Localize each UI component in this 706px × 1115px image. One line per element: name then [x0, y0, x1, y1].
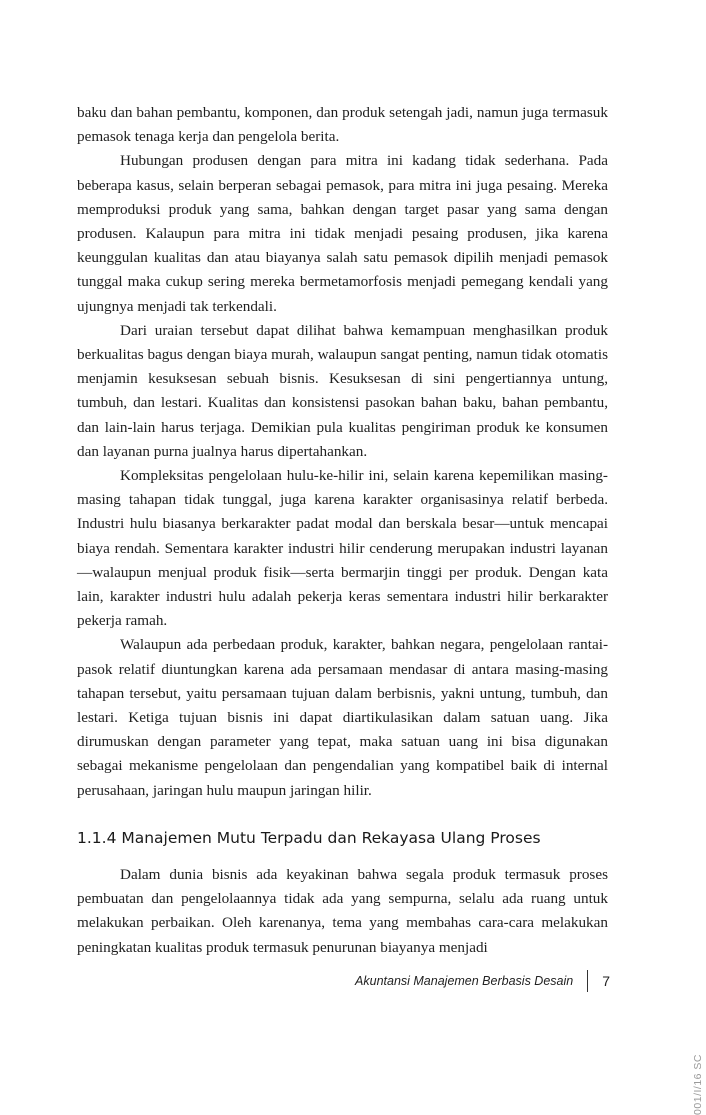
page-number: 7	[602, 973, 610, 989]
page-footer	[355, 969, 610, 993]
paragraph-1: baku dan bahan pembantu, komponen, dan produk setengah jadi, namun juga termasuk pemasok tenaga kerja dan pengelola berita.	[77, 104, 608, 146]
page-body	[77, 101, 608, 960]
footer-book-title: Akuntansi Manajemen Berbasis Desain	[355, 974, 574, 988]
paragraph-4: Kompleksitas pengelolaan hulu-ke-hilir ini, selain karena kepemilikan masing-masing tahapan tidak tunggal, juga karena karakter organisasinya relatif berbeda. Industri hulu biasanya berkarakter padat modal dan berskala besar—untuk mencapai biaya rendah. Sementara karakter industri hilir cenderung merupakan industri layanan—walaupun menjual produk fisik—serta bermarjin tinggi per produk. Dengan kata lain, karakter industri hulu adalah pekerja keras sementara industri hilir berkarakter pekerja ramah.	[77, 467, 608, 630]
paragraph-3: Dari uraian tersebut dapat dilihat bahwa kemampuan menghasilkan produk berkualitas bagus dengan biaya murah, walaupun sangat penting, namun tidak otomatis menjamin kesuksesan sebuah bisnis. Kesuksesan di sini pengertiannya untung, tumbuh, dan lestari. Kualitas dan konsistensi pasokan bahan baku, bahan pembantu, dan lain-lain harus terjaga. Demikian pula kualitas pengiriman produk ke konsumen dan layanan purna jualnya harus dipertahankan.	[77, 321, 608, 460]
paragraph-5: Walaupun ada perbedaan produk, karakter, bahkan negara, pengelolaan rantai-pasok relatif diuntungkan karena ada persamaan mendasar di antara masing-masing tahapan tersebut, yaitu persamaan tujuan dalam berbisnis, yakni untung, tumbuh, dan lestari. Ketiga tujuan bisnis ini dapat diartikulasikan dalam satuan uang. Jika dirumuskan dengan parameter yang tepat, maka satuan uang ini bisa digunakan sebagai mekanisme pengelolaan dan pengendalian yang kompatibel baik di internal perusahaan, jaringan hulu maupun jaringan hilir.	[77, 636, 608, 799]
paragraph-2: Hubungan produsen dengan para mitra ini kadang tidak sederhana. Pada beberapa kasus, selain berperan sebagai pemasok, para mitra ini juga pesaing. Mereka memproduksi produk yang sama, bahkan dengan target pasar yang sama dengan produsen. Kalaupun para mitra ini tidak menjadi pesaing produsen, jika karena keunggulan kualitas dan atau biayanya salah satu pemasok dipilih menjadi pemasok tunggal maka cukup sering mereka bermetamorfosis menjadi pemegang kendali yang ujungnya menjadi tak terkendali.	[77, 152, 608, 315]
paragraph-6: Dalam dunia bisnis ada keyakinan bahwa segala produk termasuk proses pembuatan dan pengelolaannya tidak ada yang sempurna, selalu ada ruang untuk melakukan perbaikan. Oleh karenanya, tema yang membahas cara-cara melakukan peningkatan kualitas produk termasuk penurunan biayanya menjadi	[77, 865, 608, 956]
section-heading: 1.1.4 Manajemen Mutu Terpadu dan Rekayasa Ulang Proses	[77, 828, 541, 847]
side-print-code: 001/I/16 SC	[692, 1054, 704, 1115]
